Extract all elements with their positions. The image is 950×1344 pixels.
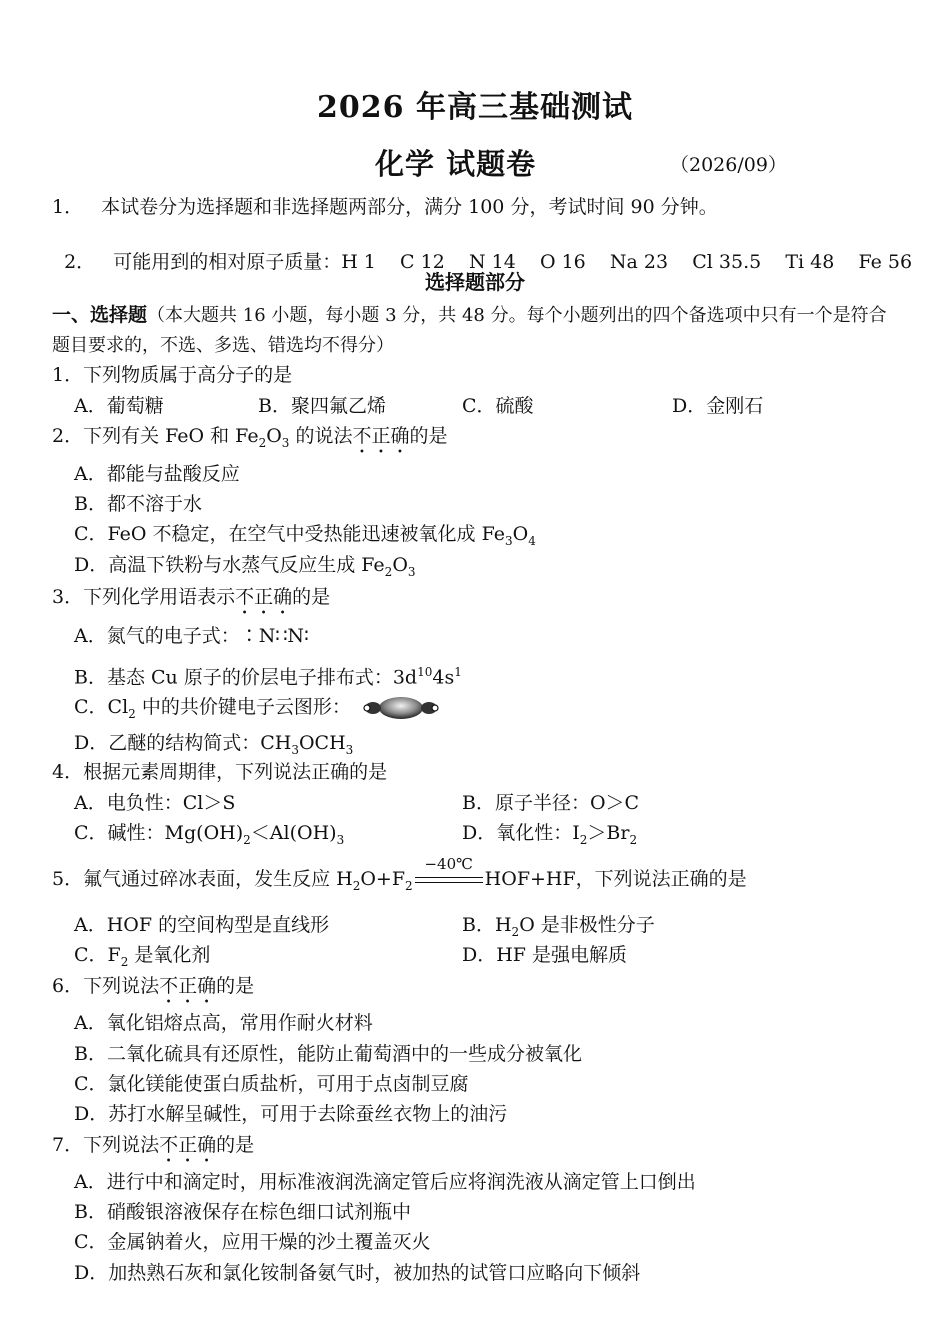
question-7-option-b: B．硝酸银溶液保存在棕色细口试剂瓶中 (74, 1201, 411, 1223)
option-text: C．Cl (74, 696, 129, 718)
stem-text: 的是 (216, 1134, 255, 1156)
note-text: 本试卷分为选择题和非选择题两部分，满分 100 分，考试时间 90 分钟。 (101, 196, 718, 218)
subscript: 2 (128, 706, 136, 721)
subscript: 3 (345, 742, 354, 757)
option-text: OCH (298, 732, 346, 754)
option-text: ＞Br (587, 822, 630, 844)
question-2-option-c (74, 522, 536, 553)
stem-text: 的说法 (289, 425, 353, 447)
mcq-header (52, 300, 902, 361)
note-text: 可能用到的相对原子质量：H 1 C 12 N 14 O 16 Na 23 Cl 35.5 Ti 48 Fe 56 (113, 251, 913, 273)
stem-text: 的是 (216, 975, 255, 997)
subscript: 2 (120, 954, 129, 969)
option-text: C．FeO 不稳定，在空气中受热能迅速被氧化成 Fe (74, 523, 505, 545)
stem-text: HOF+HF，下列说法正确的是 (484, 868, 747, 890)
subscript: 2 (243, 832, 251, 847)
note-number: 2． (64, 251, 96, 273)
question-4-stem: 4．根据元素周期律，下列说法正确的是 (52, 761, 388, 783)
stem-text: O+F (360, 868, 406, 890)
subscript: 2 (579, 832, 588, 847)
question-4-option-d (462, 821, 637, 852)
question-6-option-b: B．二氧化硫具有还原性，能防止葡萄酒中的一些成分被氧化 (74, 1043, 582, 1065)
question-1-option-a: A．葡萄糖 (74, 395, 164, 417)
question-1-option-d: D．金刚石 (672, 395, 764, 417)
question-1-stem: 1．下列物质属于高分子的是 (52, 364, 293, 386)
emphasis-text: 不正确 (159, 975, 217, 997)
question-2-stem (52, 424, 448, 458)
option-text: 中的共价键电子云图形： (135, 696, 351, 718)
question-6-option-c: C．氯化镁能使蛋白质盐析，可用于点卤制豆腐 (74, 1073, 469, 1095)
question-6-option-d: D．苏打水解呈碱性，可用于去除蚕丝衣物上的油污 (74, 1103, 508, 1125)
subscript: 2 (258, 435, 267, 450)
mcq-header-label: 一、选择题 (52, 304, 148, 326)
stem-text: 的是 (292, 586, 331, 608)
subscript: 3 (281, 435, 290, 450)
question-3-option-b (74, 660, 462, 689)
subscript: 2 (629, 832, 638, 847)
question-4-option-c (74, 821, 344, 852)
emphasis-text: 不正确 (352, 425, 410, 447)
reaction-arrow (415, 855, 483, 892)
note-number: 1． (52, 196, 84, 218)
question-2-option-a: A．都能与盐酸反应 (74, 463, 240, 485)
question-3-option-d (74, 731, 353, 762)
option-text: B．H (462, 914, 512, 936)
question-4-option-b: B．原子半径：O＞C (462, 792, 640, 814)
subscript: 2 (511, 924, 520, 939)
option-text: 是氧化剂 (128, 944, 211, 966)
option-text: C．F (74, 944, 121, 966)
question-6-stem (52, 974, 254, 1008)
option-text: D．乙醚的结构简式：CH (74, 732, 292, 754)
question-5-stem (52, 855, 747, 898)
stem-text: 2．下列有关 FeO 和 Fe (52, 425, 259, 447)
subscript: 2 (384, 564, 393, 579)
option-text: B．基态 Cu 原子的价层电子排布式：3d (74, 666, 418, 689)
subscript: 2 (352, 878, 361, 893)
mcq-header-desc: （本大题共 16 小题，每小题 3 分，共 48 分。每个小题列出的四个备选项中只有一个是符合题目要求的，不选、多选、错选均不得分） (52, 305, 887, 356)
stem-text: O (266, 425, 282, 447)
question-2-option-b: B．都不溶于水 (74, 493, 202, 515)
subscript: 4 (528, 533, 536, 548)
question-1-option-c: C．硫酸 (462, 395, 534, 417)
subscript: 3 (504, 533, 513, 548)
question-6-option-a: A．氧化铝熔点高，常用作耐火材料 (74, 1012, 373, 1034)
stem-text: 5．氟气通过碎冰表面，发生反应 H (52, 868, 353, 890)
stem-text: 3．下列化学用语表示 (52, 586, 236, 608)
question-7-option-d: D．加热熟石灰和氯化铵制备氨气时，被加热的试管口应略向下倾斜 (74, 1262, 641, 1284)
option-text: O (392, 554, 408, 576)
option-text: D．氧化性：I (462, 822, 580, 844)
question-3-option-a: A．氮气的电子式：∶N∷N∶ (74, 625, 310, 647)
question-5-option-a: A．HOF 的空间构型是直线形 (74, 914, 330, 936)
question-3-option-c (74, 694, 441, 726)
subscript: 3 (291, 742, 299, 757)
question-5-option-c (74, 943, 210, 974)
section-title: 选择题部分 (425, 270, 525, 294)
subscript: 2 (405, 878, 413, 893)
superscript: 1 (454, 665, 462, 679)
exam-title: 2026 年高三基础测试 (317, 90, 633, 125)
question-2-option-d (74, 553, 416, 584)
question-7-stem (52, 1133, 254, 1167)
option-text: C．碱性：Mg(OH) (74, 822, 244, 844)
option-text: 4s (432, 666, 455, 689)
question-7-option-c: C．金属钠着火，应用干燥的沙土覆盖灭火 (74, 1231, 431, 1253)
option-text: O 是非极性分子 (519, 914, 655, 936)
subscript: 3 (407, 564, 416, 579)
emphasis-text: 不正确 (159, 1134, 217, 1156)
question-3-stem (52, 585, 330, 619)
exam-date: （2026/09） (670, 154, 787, 176)
subscript: 3 (336, 832, 345, 847)
question-4-option-a: A．电负性：Cl＞S (74, 792, 236, 814)
stem-text: 7．下列说法 (52, 1134, 160, 1156)
question-1-option-b: B．聚四氟乙烯 (258, 395, 386, 417)
question-5-option-d: D．HF 是强电解质 (462, 944, 628, 966)
option-text: O (512, 523, 529, 545)
emphasis-text: 不正确 (235, 586, 293, 608)
electron-cloud-figure (361, 694, 441, 722)
note-1 (52, 195, 718, 219)
question-7-option-a: A．进行中和滴定时，用标准液润洗滴定管后应将润洗液从滴定管上口倒出 (74, 1171, 696, 1193)
stem-text: 6．下列说法 (52, 975, 160, 997)
option-text: ＜Al(OH) (250, 822, 337, 844)
superscript: 10 (417, 665, 433, 679)
question-5-option-b (462, 913, 655, 944)
stem-text: 的是 (409, 425, 448, 447)
option-text: D．高温下铁粉与水蒸气反应生成 Fe (74, 554, 385, 576)
exam-subtitle: 化学 试题卷 (375, 147, 537, 181)
reaction-condition: −40℃ (424, 855, 473, 873)
